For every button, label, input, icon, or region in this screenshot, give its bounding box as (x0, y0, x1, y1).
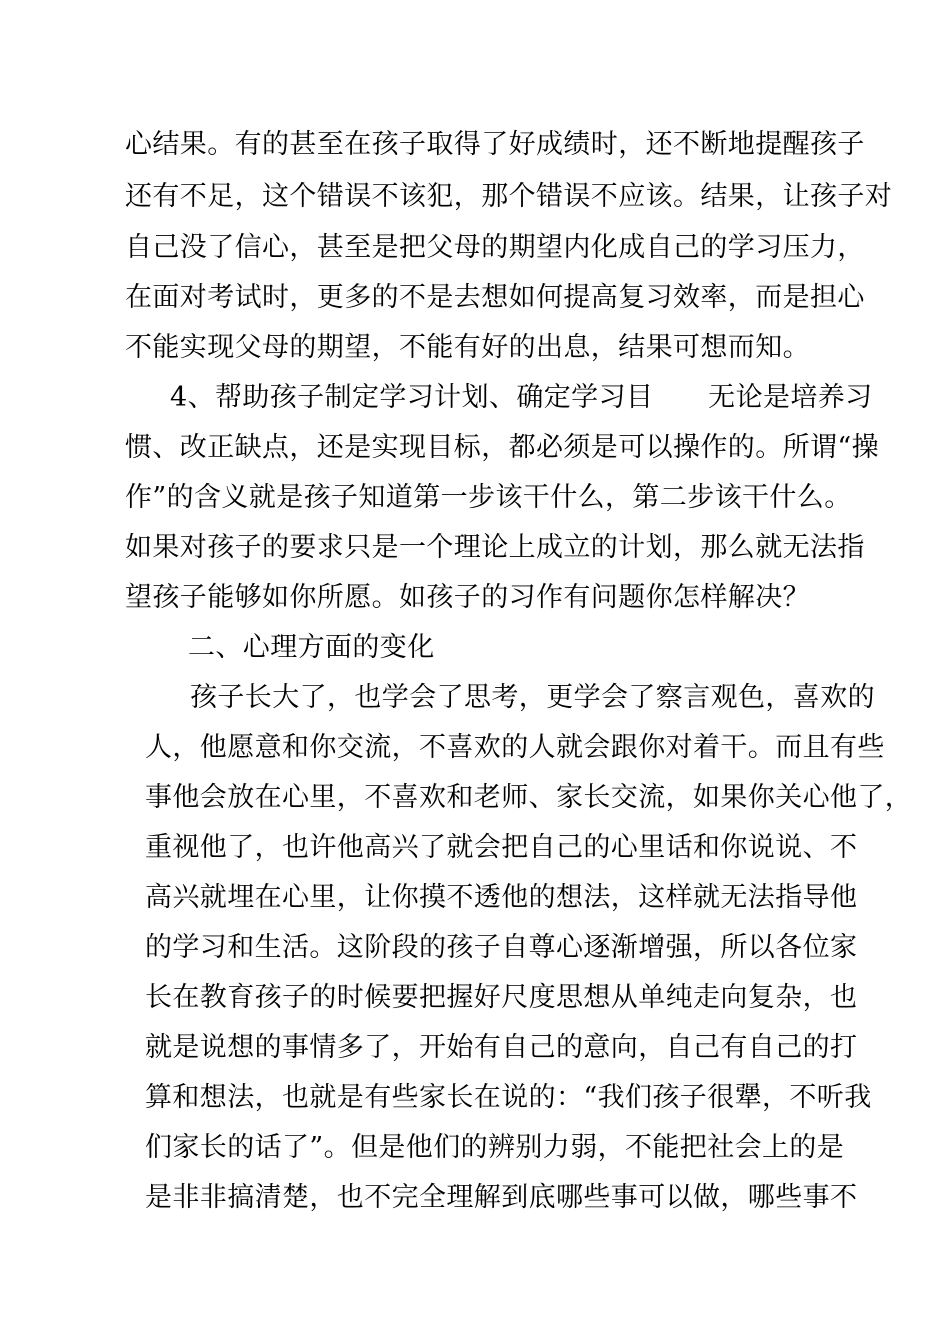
paragraph-line: 是非非搞清楚，也不完全理解到底哪些事可以做，哪些事不 (145, 1182, 858, 1213)
paragraph-line: 的学习和生活。这阶段的孩子自尊心逐渐增强，所以各位家 (145, 932, 858, 963)
paragraph-line: 算和想法，也就是有些家长在说的：“我们孩子很犟，不听我 (145, 1082, 872, 1113)
paragraph-line: 自己没了信心，甚至是把父母的期望内化成自己的学习压力， (125, 232, 865, 263)
paragraph-line: 高兴就埋在心里，让你摸不透他的想法，这样就无法指导他 (145, 882, 858, 913)
paragraph-line: 长在教育孩子的时候要把握好尺度思想从单纯走向复杂，也 (145, 982, 858, 1013)
paragraph-line: 孩子长大了，也学会了思考，更学会了察言观色，喜欢的 (190, 682, 875, 713)
paragraph-line: 惯、改正缺点，还是实现目标，都必须是可以操作的。所谓“操 (125, 432, 880, 463)
paragraph-line: 如果对孩子的要求只是一个理论上成立的计划，那么就无法指 (125, 532, 865, 563)
paragraph-line: 在面对考试时，更多的不是去想如何提高复习效率，而是担心 (125, 282, 865, 313)
paragraph-line: 重视他了，也许他高兴了就会把自己的心里话和你说说、不 (145, 832, 858, 863)
paragraph-line: 们家长的话了”。但是他们的辨别力弱，不能把社会上的是 (145, 1132, 845, 1163)
numbered-item-heading: 4、帮助孩子制定学习计划、确定学习目 无论是培养习 (170, 382, 873, 413)
section-heading: 二、心理方面的变化 (188, 632, 435, 663)
paragraph-line: 事他会放在心里，不喜欢和老师、家长交流，如果你关心他了， (145, 782, 913, 813)
paragraph-line: 心结果。有的甚至在孩子取得了好成绩时，还不断地提醒孩子 (125, 129, 865, 160)
paragraph-line: 不能实现父母的期望，不能有好的出息，结果可想而知。 (125, 332, 810, 363)
paragraph-line: 人，他愿意和你交流，不喜欢的人就会跟你对着干。而且有些 (145, 732, 885, 763)
paragraph-line: 作”的含义就是孩子知道第一步该干什么，第二步该干什么。 (125, 482, 852, 513)
paragraph-line: 还有不足，这个错误不该犯，那个错误不应该。结果，让孩子对 (125, 181, 893, 212)
paragraph-line: 望孩子能够如你所愿。如孩子的习作有问题你怎样解决？ (125, 582, 810, 613)
paragraph-line: 就是说想的事情多了，开始有自己的意向，自己有自己的打 (145, 1032, 858, 1063)
